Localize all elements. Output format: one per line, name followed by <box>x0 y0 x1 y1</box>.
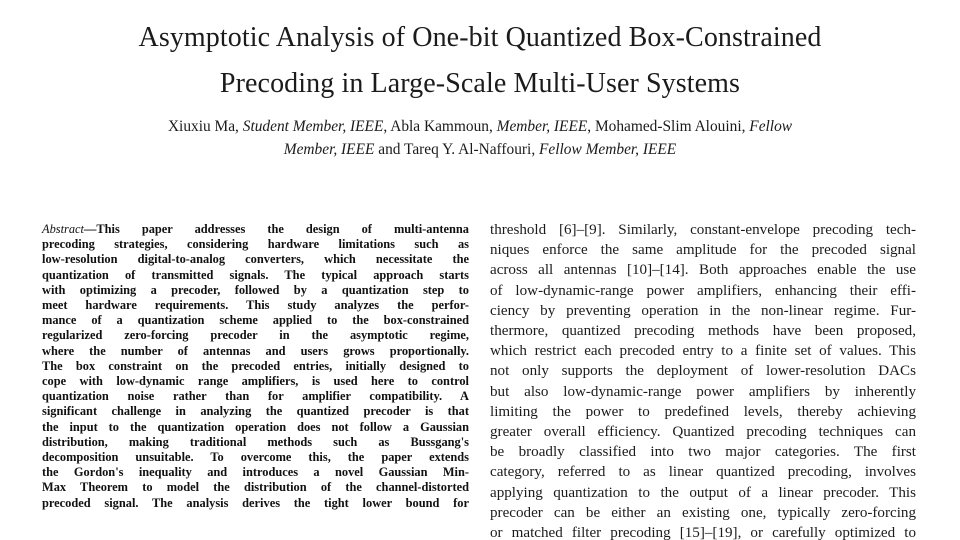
abstract-line: quantization of transmitted signals. The typical approach starts <box>42 267 469 282</box>
abstract-line: quantization noise rather than for amplifier compatibility. A <box>42 389 469 404</box>
abstract-line: The box constraint on the precoded entries, initially designed to <box>42 358 469 373</box>
body-line: which restrict each precoded entry to a finite set of values. This <box>490 343 916 360</box>
author-role: Fellow Member, IEEE <box>539 141 677 158</box>
abstract-line: the Gordon's inequality and introduces a novel Gaussian Min- <box>42 465 469 480</box>
author-xiuxiu-ma: Xiuxiu Ma, <box>167 118 243 135</box>
author-line-1 <box>0 118 960 136</box>
abstract-line-text: —This paper addresses the design of multi-antenna <box>84 222 469 236</box>
abstract-line: where the number of antennas and users grows proportionally. <box>42 343 469 358</box>
abstract-line: low-resolution digital-to-analog converters, which necessitate the <box>42 252 469 267</box>
paper-title-line-1: Asymptotic Analysis of One-bit Quantized Box-Constrained <box>138 22 822 53</box>
abstract-line: precoded signal. The analysis derives the tight lower bound for <box>42 495 469 510</box>
author-tareq-al-naffouri: and Tareq Y. Al-Naffouri, <box>374 141 540 158</box>
body-line: be broadly classified into two major categories. The first <box>490 444 916 461</box>
body-line: precoder can be either an existing one, typically zero-forcing <box>490 504 916 521</box>
body-line: not only supports the deployment of lower-resolution DACs <box>490 363 916 380</box>
body-line: ciency by preventing operation in the non-linear regime. Fur- <box>490 302 916 319</box>
body-line: across all antennas [10]–[14]. Both approaches enable the use <box>490 262 916 279</box>
abstract-line: Max Theorem to model the distribution of the channel-distorted <box>42 480 469 495</box>
body-line: or matched filter precoding [15]–[19], or carefully optimized to <box>490 525 916 540</box>
abstract-line: regularized zero-forcing precoder in the asymptotic regime, <box>42 328 469 343</box>
author-mohamed-slim-alouini: , Mohamed-Slim Alouini, <box>587 118 750 135</box>
body-line: but also low-dynamic-range power amplifiers by inherently <box>490 383 916 400</box>
abstract-line: mance of a quantization scheme applied to the box-constrained <box>42 313 469 328</box>
abstract-line: precoding strategies, considering hardware limitations such as <box>42 237 469 252</box>
body-line: thermore, quantized precoding methods have been proposed, <box>490 323 916 339</box>
body-line: niques enforce the same amplitude for the precoded signal <box>490 242 916 259</box>
author-abla-kammoun: , Abla Kammoun, <box>383 118 497 135</box>
abstract-line: distribution, making traditional methods such as Bussgang's <box>42 434 469 449</box>
body-line: greater overall efficiency. Quantized precoding techniques can <box>490 424 916 440</box>
author-role: Member, IEEE <box>496 118 588 135</box>
body-line: of low-dynamic-range power amplifiers, enhancing their effi- <box>490 282 916 299</box>
abstract-line: cope with low-dynamic range amplifiers, is used here to control <box>42 374 469 388</box>
body-line: limiting the power to predefined levels, thereby achieving <box>490 403 916 420</box>
author-role: Fellow <box>749 118 793 135</box>
abstract-line: with optimizing a precoder, followed by a quantization step to <box>42 282 469 297</box>
abstract-line: decomposition unsuitable. To overcome this, the paper extends <box>42 450 469 464</box>
body-line: threshold [6]–[9]. Similarly, constant-envelope precoding tech- <box>490 222 916 238</box>
paper-title-line-2: Precoding in Large-Scale Multi-User Systems <box>219 68 741 99</box>
body-line: applying quantization to the output of a linear precoder. This <box>490 484 916 501</box>
author-line-2 <box>0 141 960 159</box>
abstract-line: significant challenge in analyzing the quantized precoder is that <box>42 404 469 419</box>
abstract-line: the input to the quantization operation does not follow a Gaussian <box>42 419 469 434</box>
author-role: Member, IEEE <box>283 141 375 158</box>
abstract-line <box>42 222 469 237</box>
author-role: Student Member, IEEE <box>242 118 384 135</box>
abstract-heading: Abstract <box>42 222 84 236</box>
abstract-line: meet hardware requirements. This study analyzes the perfor- <box>42 298 469 312</box>
body-line: category, referred to as linear quantized precoding, involves <box>490 464 916 481</box>
